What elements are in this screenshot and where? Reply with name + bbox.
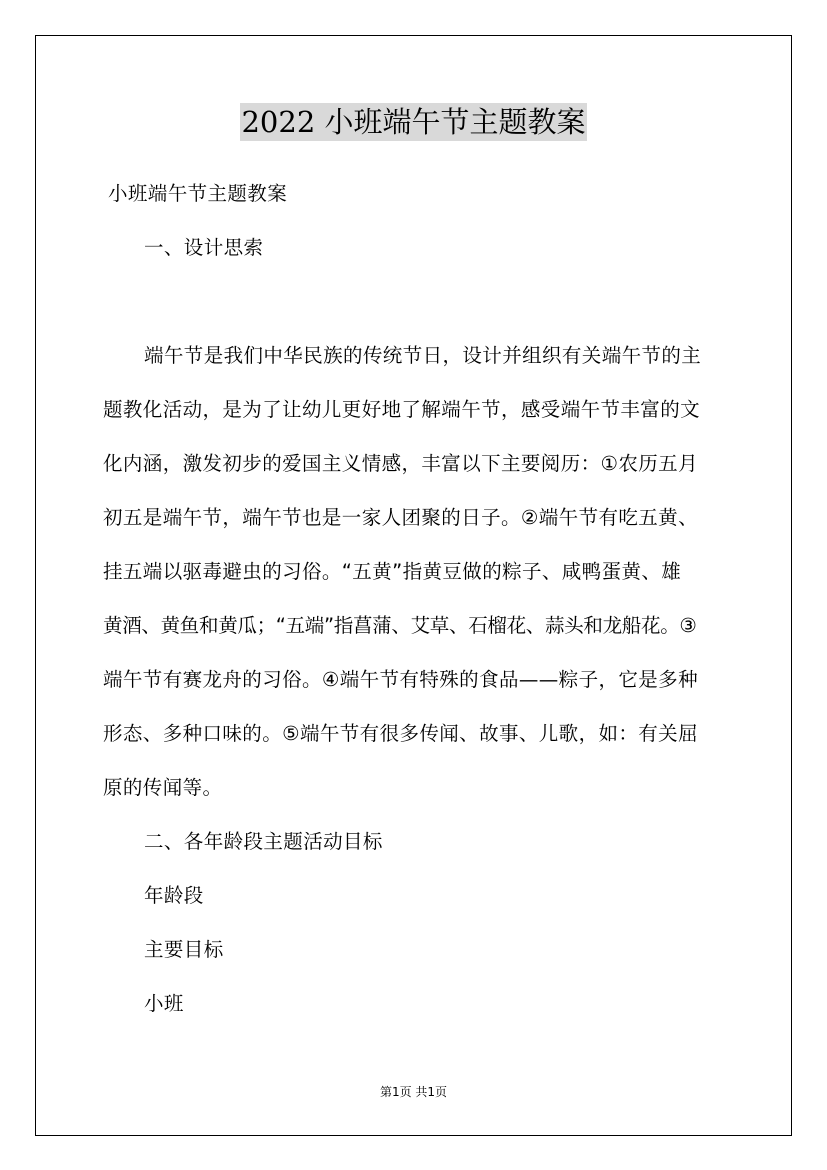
paragraph-line: 端午节是我们中华民族的传统节日，设计并组织有关端午节的主 [144,344,702,367]
paragraph-line: 初五是端午节，端午节也是一家人团聚的日子。②端午节有吃五黄、 [103,506,698,529]
paragraph-line: 挂五端以驱毒避虫的习俗。“五黄”指黄豆做的粽子、咸鸭蛋黄、雄 [103,560,682,583]
section-heading-design: 一、设计思索 [144,236,264,259]
document-title: 2022 小班端午节主题教案 [241,105,586,139]
paragraph-line: 黄酒、黄鱼和黄瓜；“五端”指菖蒲、艾草、石榴花、蒜头和龙船花。③ [103,614,697,637]
table-cell-main-goals: 主要目标 [144,938,224,961]
page-footer: 第1页 共1页 [379,1085,448,1099]
paragraph-line: 端午节有赛龙舟的习俗。④端午节有特殊的食品——粽子，它是多种 [103,668,698,691]
paragraph-line: 原的传闻等。 [103,776,223,799]
paragraph-line: 形态、多种口味的。⑤端午节有很多传闻、故事、儿歌，如：有关屈 [103,722,698,745]
table-cell-small-class: 小班 [144,992,184,1015]
table-cell-age-group: 年龄段 [144,884,204,907]
section-heading-goals: 二、各年龄段主题活动目标 [144,830,383,853]
document-subtitle: 小班端午节主题教案 [108,182,288,205]
title-container [0,103,827,141]
paragraph-line: 题教化活动，是为了让幼儿更好地了解端午节，感受端午节丰富的文 [103,398,701,421]
paragraph-line: 化内涵，激发初步的爱国主义情感，丰富以下主要阅历：①农历五月 [103,452,698,475]
